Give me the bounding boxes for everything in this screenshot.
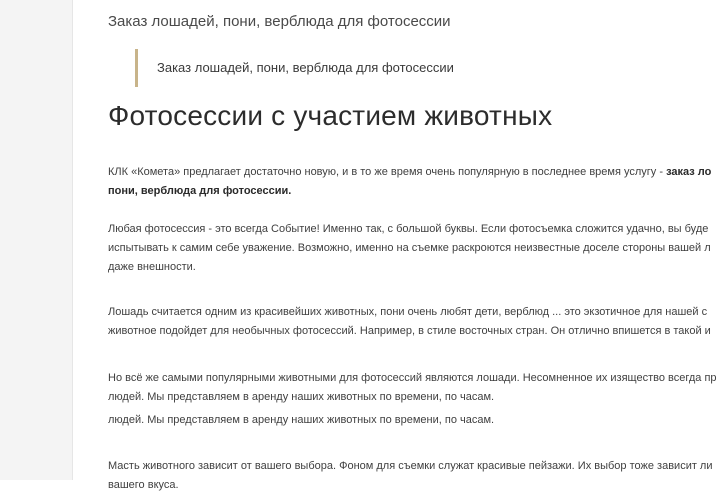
left-gutter [0,0,73,480]
paragraph-bold-text: пони, верблюда для фотосессии. [108,185,292,197]
paragraph-line: людей. Мы представляем в аренду наших животных по времени, по часам. [108,391,495,403]
paragraph-intro [108,163,711,201]
paragraph-line: животное подойдет для необычных фотосессий. Например, в стиле восточных стран. Он отлично впишется в такой и [108,325,711,337]
paragraph-line: Масть животного зависит от вашего выбора. Фоном для съемки служат красивые пейзажи. Их выбор тоже зависит ли [108,460,713,472]
paragraph-line: Но всё же самыми популярными животными для фотосессий являются лошади. Несомненное их изящество всегда пр [108,372,717,384]
paragraph-line [108,182,711,201]
page-heading: Заказ лошадей, пони, верблюда для фотосессии [108,13,451,30]
paragraph-line: Любая фотосессия - это всегда Событие! Именно так, с большой буквы. Если фотосъемка сложится удачно, вы буде [108,223,709,235]
paragraph-text: КЛК «Комета» предлагает достаточно новую, и в то же время очень популярную в последнее время услугу - [108,166,667,178]
paragraph-event [108,220,711,277]
paragraph-animals [108,303,711,341]
paragraph-line: даже внешности. [108,261,196,273]
paragraph-color [108,457,713,495]
paragraph-line: Лошадь считается одним из красивейших животных, пони очень любят дети, верблюд ... это экзотичное для нашей с [108,306,708,318]
blockquote [135,49,454,87]
paragraph-line: людей. Мы представляем в аренду наших животных по времени, по часам. [108,414,495,426]
page-title: Фотосессии с участием животных [108,100,553,131]
paragraph-horses [108,369,717,407]
blockquote-text: Заказ лошадей, пони, верблюда для фотосессии [157,60,454,75]
paragraph-line [108,163,711,182]
paragraph-line: испытывать к самим себе уважение. Возможно, именно на съемке раскроются неизвестные доселе стороны вашей л [108,242,711,254]
paragraph-bold-text: заказ ло [666,166,712,178]
paragraph-line: вашего вкуса. [108,479,179,491]
article-content [108,0,720,491]
paragraph-rental [108,411,494,430]
